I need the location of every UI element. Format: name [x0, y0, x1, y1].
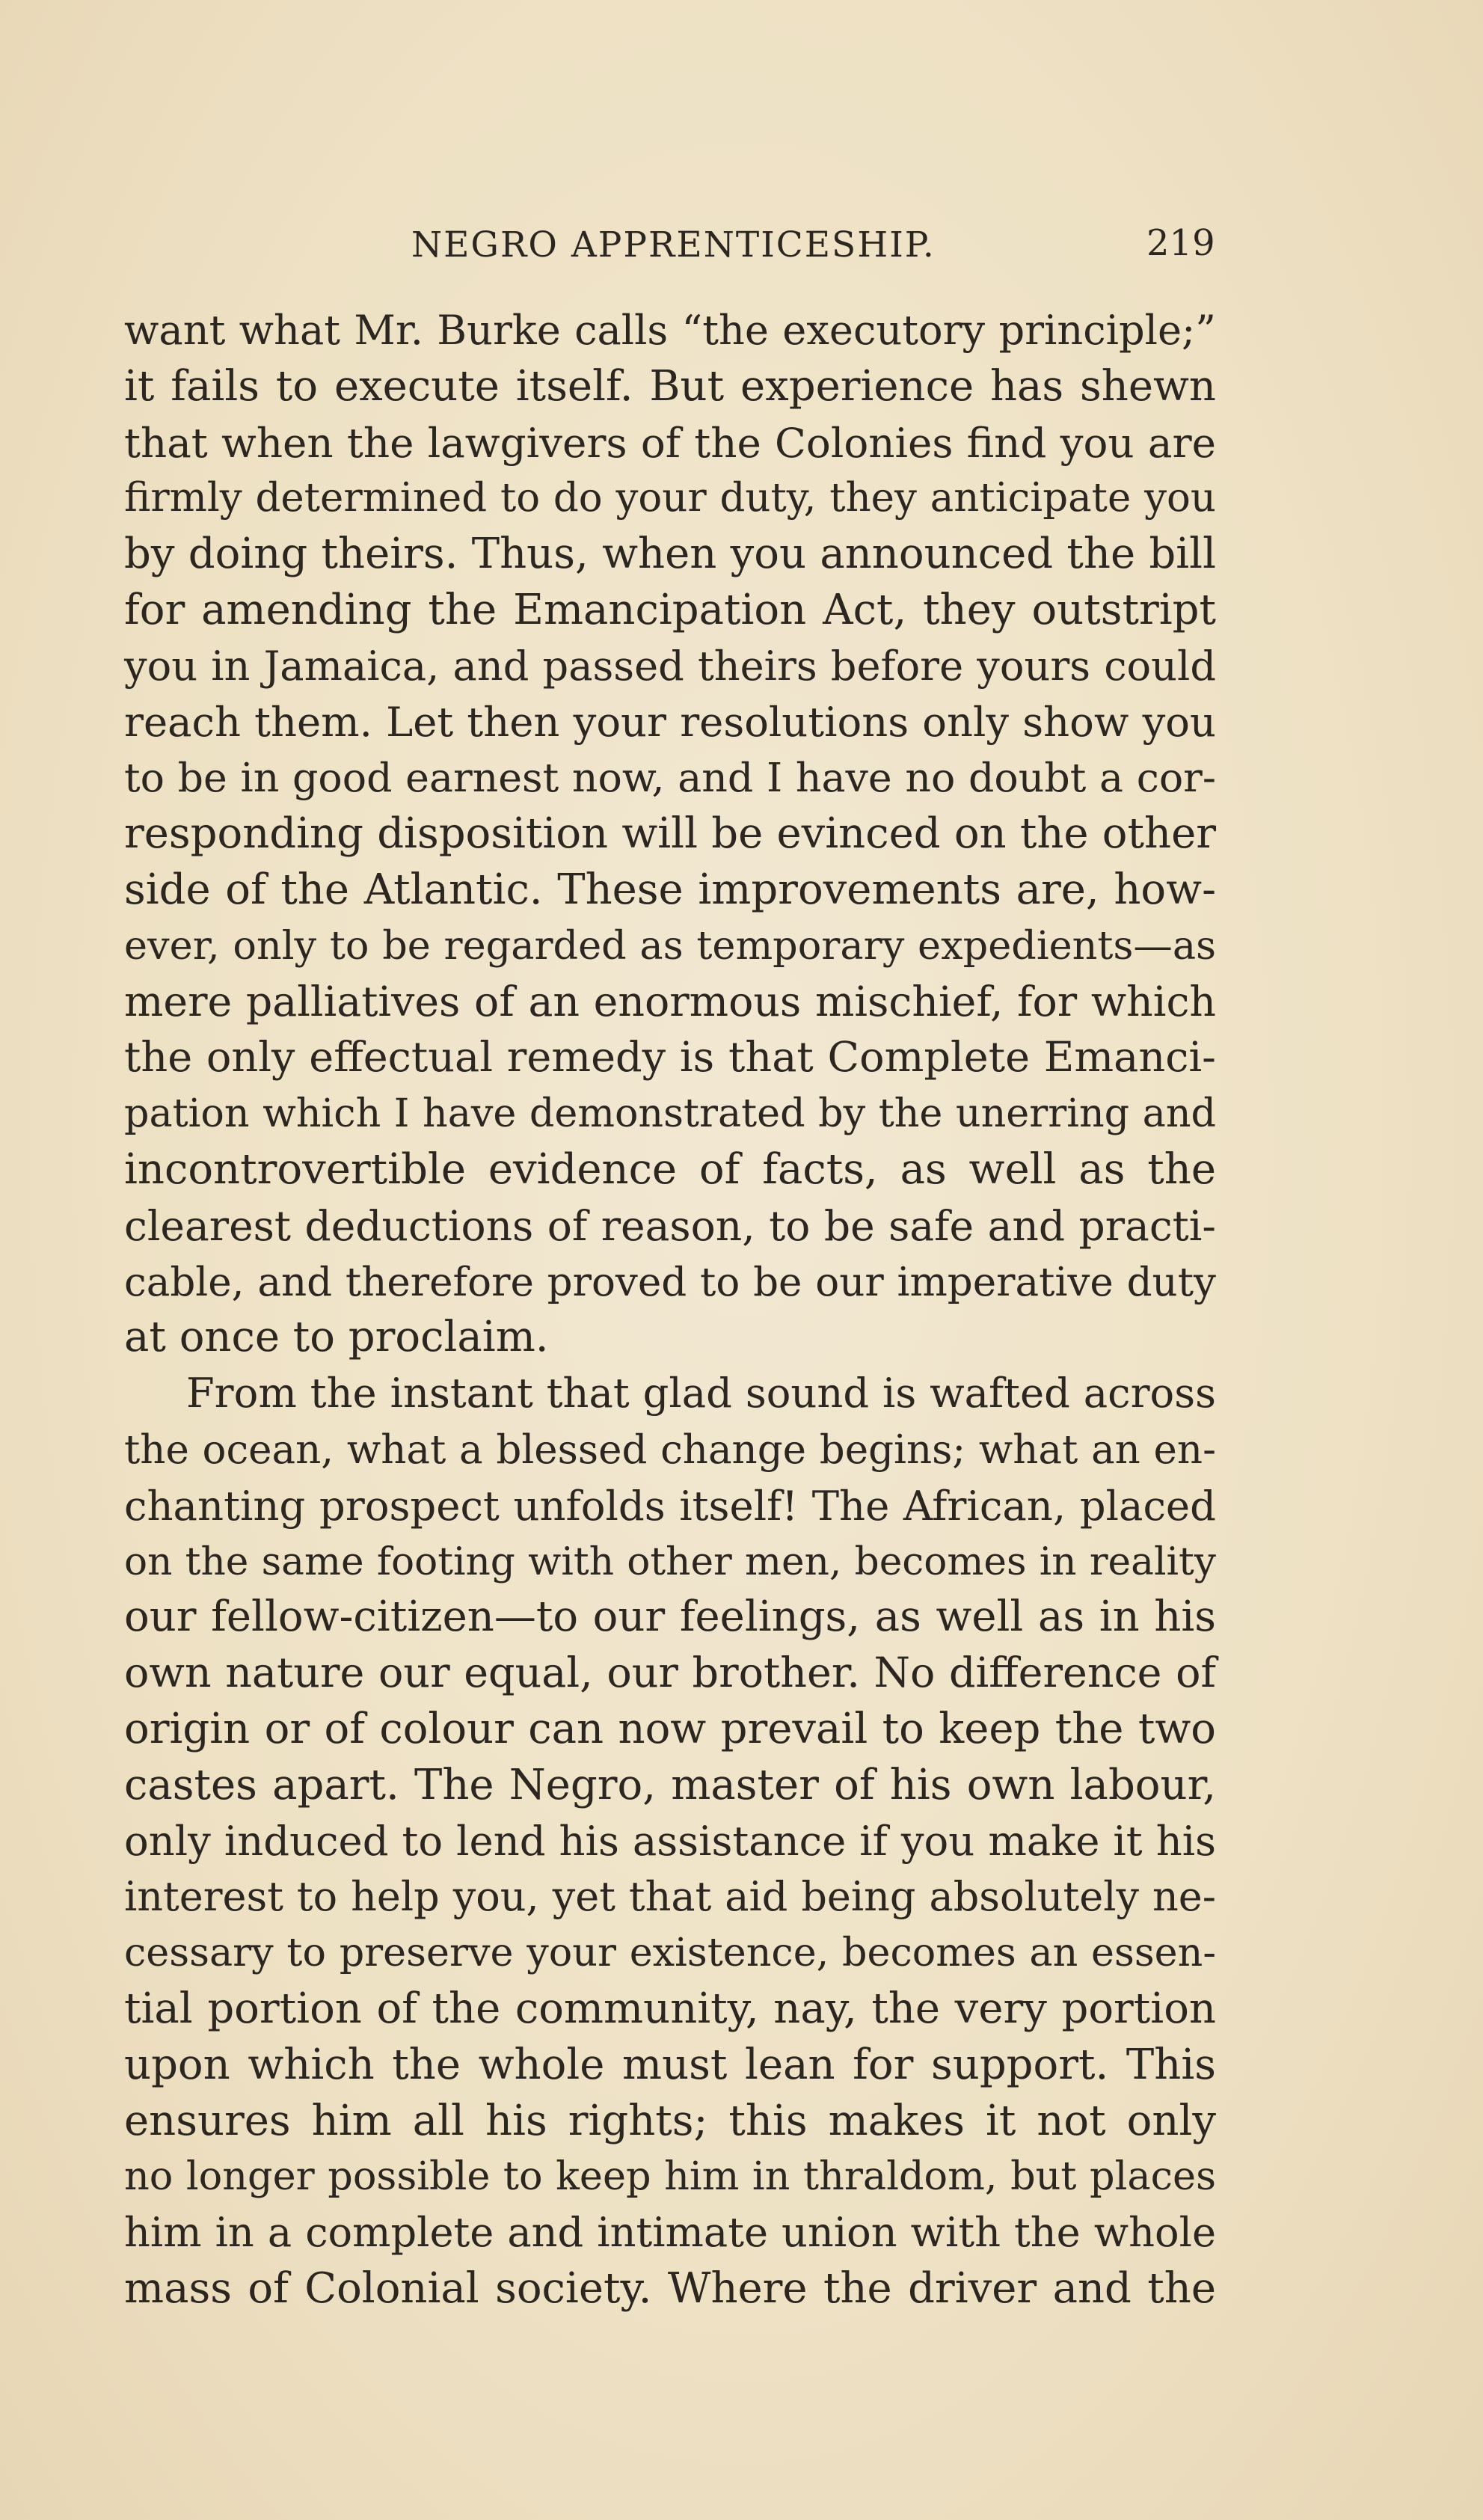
text-line: chanting prospect unfolds itself! The African, placed [124, 1481, 1216, 1530]
text-line: want what Mr. Burke calls “the executory principle;” [124, 307, 1216, 354]
text-line: cessary to preserve your existence, becomes an essen- [124, 1930, 1216, 1976]
text-line: only induced to lend his assistance if you make it his [124, 1817, 1216, 1865]
text-line: firmly determined to do your duty, they anticipate you [124, 475, 1216, 521]
text-line: our fellow-citizen—to our feelings, as well as in his [124, 1592, 1216, 1642]
text-line: reach them. Let then your resolutions only show you [124, 698, 1216, 746]
text-line: clearest deductions of reason, to be safe and practi- [124, 1201, 1216, 1250]
text-line: ever, only to be regarded as temporary expedients—as [124, 922, 1216, 969]
text-line: that when the lawgivers of the Colonies find you are [124, 418, 1216, 467]
text-line: cable, and therefore proved to be our imperative duty [124, 1258, 1216, 1305]
page-number: 219 [1146, 222, 1215, 264]
text-line: tial portion of the community, nay, the very portion [124, 1984, 1216, 2033]
text-line: castes apart. The Negro, master of his own labour, [124, 1760, 1216, 1809]
text-line: responding disposition will be evinced on the other [124, 809, 1216, 859]
text-line: ensures him all his rights; this makes it not only [124, 2096, 1216, 2145]
text-line: interest to help you, yet that aid being absolutely ne- [124, 1873, 1216, 1921]
text-line: him in a complete and intimate union with the whole [124, 2209, 1216, 2257]
body-text [124, 303, 1216, 2317]
text-line: at once to proclaim. [124, 1313, 549, 1362]
text-line: on the same footing with other men, becomes in reality [124, 1539, 1216, 1584]
paragraph-start-line: From the instant that glad sound is wafted across [186, 1370, 1216, 1417]
text-line: to be in good earnest now, and I have no doubt a cor- [124, 754, 1216, 802]
text-line: no longer possible to keep him in thraldom, but places [124, 2153, 1216, 2200]
text-line: upon which the whole must lean for support. This [124, 2040, 1216, 2089]
text-line: origin or of colour can now prevail to keep the two [124, 1704, 1216, 1753]
text-line: incontrovertible evidence of facts, as well as the [124, 1144, 1216, 1194]
text-line: it fails to execute itself. But experience has shewn [124, 361, 1216, 411]
text-line: own nature our equal, our brother. No difference of [124, 1649, 1216, 1698]
text-line: pation which I have demonstrated by the unerring and [124, 1091, 1216, 1137]
text-line: mass of Colonial society. Where the driver and the [124, 2263, 1216, 2313]
running-title: NEGRO APPRENTICESHIP. [411, 224, 936, 266]
text-line: mere palliatives of an enormous mischief, for which [124, 978, 1216, 1026]
text-line: you in Jamaica, and passed theirs before yours could [124, 642, 1216, 690]
text-line: for amending the Emancipation Act, they outstript [124, 585, 1216, 634]
text-line: side of the Atlantic. These improvements are, how- [124, 865, 1216, 914]
text-line: the only effectual remedy is that Complete Emanci- [124, 1033, 1216, 1082]
text-line: by doing theirs. Thus, when you announced the bill [124, 530, 1216, 579]
text-line: the ocean, what a blessed change begins; what an en- [124, 1426, 1216, 1473]
